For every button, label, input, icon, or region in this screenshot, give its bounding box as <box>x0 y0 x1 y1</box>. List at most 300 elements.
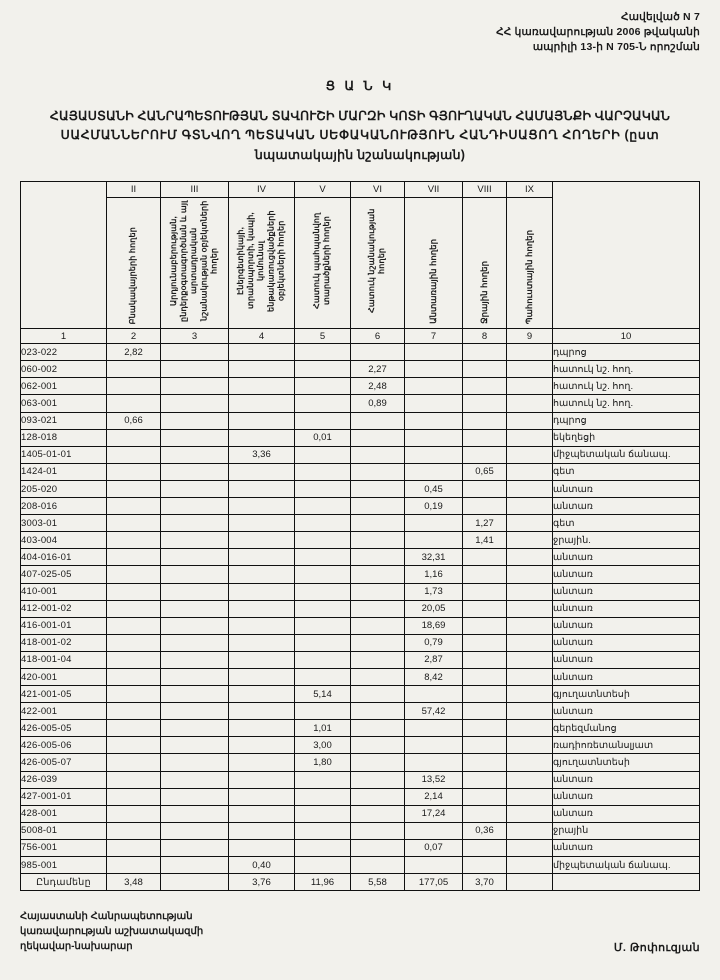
cell-value-col-2 <box>107 600 161 617</box>
cell-value-col-7 <box>405 361 463 378</box>
cell-value-col-2 <box>107 737 161 754</box>
cell-value-col-6 <box>351 634 405 651</box>
signature-block <box>20 909 700 954</box>
cell-value-col-9 <box>507 532 553 549</box>
cell-value-col-2 <box>107 822 161 839</box>
cell-value-col-8 <box>463 703 507 720</box>
cell-value-col-6: 0,89 <box>351 395 405 412</box>
annex-decision: ապրիլի 13-ի N 705-Ն որոշման <box>532 41 700 54</box>
table-row <box>21 686 700 703</box>
col-label-10 <box>553 182 700 329</box>
table-row <box>21 549 700 566</box>
cell-value-col-7: 1,73 <box>405 583 463 600</box>
cell-value-col-2 <box>107 583 161 600</box>
cell-value-col-3 <box>161 703 229 720</box>
cell-note: ջրային <box>553 822 700 839</box>
cell-note: հատուկ նշ. հող. <box>553 395 700 412</box>
cell-value-col-2 <box>107 498 161 515</box>
cell-value-col-5 <box>295 634 351 651</box>
page-title-line-3: նպատակային նշանակության) <box>254 147 466 162</box>
cell-value-col-6 <box>351 412 405 429</box>
cell-value-col-5 <box>295 600 351 617</box>
cell-note: անտառ <box>553 771 700 788</box>
cell-value-col-7 <box>405 446 463 463</box>
cell-parcel-code: 3003-01 <box>21 515 107 532</box>
cell-value-col-4 <box>229 463 295 480</box>
cell-value-col-4 <box>229 754 295 771</box>
cell-value-col-2 <box>107 651 161 668</box>
cell-note: գերեզմանոց <box>553 720 700 737</box>
cell-value-col-9 <box>507 754 553 771</box>
cell-value-col-7 <box>405 720 463 737</box>
cell-note: դպրոց <box>553 412 700 429</box>
cell-value-col-5 <box>295 822 351 839</box>
cell-value-col-5 <box>295 532 351 549</box>
cell-value-col-9 <box>507 395 553 412</box>
cell-value-col-7 <box>405 822 463 839</box>
cell-note: անտառ <box>553 703 700 720</box>
col-header-5: Հատուկ պահպանվող տարածքների հողեր <box>295 198 351 329</box>
cell-value-col-5: 3,00 <box>295 737 351 754</box>
cell-parcel-code: 205-020 <box>21 480 107 497</box>
cell-value-col-2 <box>107 668 161 685</box>
land-categories-table <box>20 181 700 891</box>
cell-value-col-3 <box>161 480 229 497</box>
cell-value-col-6 <box>351 446 405 463</box>
cell-note: գյուղատնտեսի <box>553 754 700 771</box>
cell-value-col-7 <box>405 754 463 771</box>
cell-value-col-3 <box>161 395 229 412</box>
cell-total-col-9 <box>507 874 553 891</box>
cell-value-col-4 <box>229 395 295 412</box>
col-header-8: Ջրային հողեր <box>463 198 507 329</box>
cell-value-col-2 <box>107 857 161 874</box>
cell-value-col-2 <box>107 617 161 634</box>
cell-total-col-4: 3,76 <box>229 874 295 891</box>
cell-parcel-code: 062-001 <box>21 378 107 395</box>
cell-value-col-8 <box>463 686 507 703</box>
cell-parcel-code: 128-018 <box>21 429 107 446</box>
cell-value-col-4 <box>229 771 295 788</box>
cell-parcel-code: 418-001-04 <box>21 651 107 668</box>
cell-value-col-8 <box>463 446 507 463</box>
cell-note: միջպետական ճանապ. <box>553 857 700 874</box>
cell-value-col-7: 2,87 <box>405 651 463 668</box>
cell-value-col-5 <box>295 515 351 532</box>
table-row <box>21 361 700 378</box>
cell-value-col-9 <box>507 668 553 685</box>
cell-value-col-6 <box>351 463 405 480</box>
col-label-1 <box>21 182 107 329</box>
cell-value-col-4 <box>229 651 295 668</box>
cell-value-col-8 <box>463 429 507 446</box>
cell-value-col-5: 5,14 <box>295 686 351 703</box>
cell-value-col-5 <box>295 395 351 412</box>
col-label-9: IX <box>507 182 553 198</box>
cell-value-col-6 <box>351 600 405 617</box>
cell-value-col-9 <box>507 600 553 617</box>
cell-value-col-2 <box>107 463 161 480</box>
col-header-6: Հատուկ նշանակության հողեր <box>351 198 405 329</box>
cell-value-col-3 <box>161 686 229 703</box>
col-label-5: V <box>295 182 351 198</box>
cell-value-col-6 <box>351 737 405 754</box>
cell-value-col-6 <box>351 857 405 874</box>
cell-parcel-code: 403-004 <box>21 532 107 549</box>
cell-value-col-5 <box>295 361 351 378</box>
cell-value-col-4 <box>229 498 295 515</box>
cell-value-col-7: 2,14 <box>405 788 463 805</box>
cell-value-col-9 <box>507 566 553 583</box>
cell-value-col-9 <box>507 686 553 703</box>
cell-value-col-6 <box>351 532 405 549</box>
table-row <box>21 446 700 463</box>
cell-value-col-9 <box>507 703 553 720</box>
cell-value-col-8 <box>463 498 507 515</box>
col-label-8: VIII <box>463 182 507 198</box>
cell-note: անտառ <box>553 617 700 634</box>
cell-value-col-5 <box>295 805 351 822</box>
cell-value-col-5: 1,80 <box>295 754 351 771</box>
cell-value-col-3 <box>161 857 229 874</box>
cell-note: եկեղեցի <box>553 429 700 446</box>
cell-value-col-9 <box>507 617 553 634</box>
cell-value-col-3 <box>161 822 229 839</box>
cell-value-col-4 <box>229 515 295 532</box>
cell-value-col-7: 18,69 <box>405 617 463 634</box>
cell-parcel-code: 1424-01 <box>21 463 107 480</box>
col-header-7: Անտառային հողեր <box>405 198 463 329</box>
cell-value-col-8 <box>463 361 507 378</box>
cell-note: անտառ <box>553 600 700 617</box>
cell-value-col-3 <box>161 668 229 685</box>
cell-note: ջրային. <box>553 532 700 549</box>
cell-value-col-3 <box>161 463 229 480</box>
table-row <box>21 498 700 515</box>
cell-total-col-5: 11,96 <box>295 874 351 891</box>
cell-value-col-8 <box>463 857 507 874</box>
col-number-3: 3 <box>161 329 229 344</box>
annex-header <box>20 10 700 56</box>
cell-value-col-6 <box>351 788 405 805</box>
cell-value-col-8 <box>463 805 507 822</box>
cell-value-col-5 <box>295 566 351 583</box>
col-number-10: 10 <box>553 329 700 344</box>
col-label-3: III <box>161 182 229 198</box>
cell-value-col-7: 57,42 <box>405 703 463 720</box>
cell-note: գյուղատնտեսի <box>553 686 700 703</box>
cell-note: անտառ <box>553 480 700 497</box>
cell-value-col-5 <box>295 771 351 788</box>
cell-value-col-9 <box>507 788 553 805</box>
cell-value-col-8: 1,41 <box>463 532 507 549</box>
cell-value-col-6 <box>351 668 405 685</box>
cell-value-col-4 <box>229 480 295 497</box>
table-row <box>21 839 700 856</box>
cell-value-col-8 <box>463 566 507 583</box>
cell-value-col-8 <box>463 839 507 856</box>
signatory-name: Մ. Թոփուզյան <box>613 942 700 955</box>
cell-value-col-6 <box>351 344 405 361</box>
cell-parcel-code: 060-002 <box>21 361 107 378</box>
cell-value-col-4 <box>229 822 295 839</box>
col-header-4: Էներգետիկայի, տրանսպորտի, կապի, կոմունալ ենթակառուցվածքների օբյեկտների հողեր <box>229 198 295 329</box>
cell-value-col-8 <box>463 344 507 361</box>
cell-value-col-5 <box>295 412 351 429</box>
table-row <box>21 754 700 771</box>
cell-value-col-6 <box>351 720 405 737</box>
cell-note: միջպետական ճանապ. <box>553 446 700 463</box>
cell-value-col-5 <box>295 344 351 361</box>
cell-value-col-8: 0,65 <box>463 463 507 480</box>
cell-parcel-code: 426-005-07 <box>21 754 107 771</box>
cell-value-col-9 <box>507 805 553 822</box>
cell-value-col-9 <box>507 480 553 497</box>
cell-value-col-4 <box>229 805 295 822</box>
table-row <box>21 857 700 874</box>
cell-value-col-6 <box>351 515 405 532</box>
cell-value-col-7 <box>405 412 463 429</box>
cell-value-col-9 <box>507 839 553 856</box>
cell-value-col-5 <box>295 480 351 497</box>
cell-value-col-8 <box>463 668 507 685</box>
cell-value-col-4: 3,36 <box>229 446 295 463</box>
table-row <box>21 634 700 651</box>
cell-value-col-2 <box>107 549 161 566</box>
cell-value-col-9 <box>507 720 553 737</box>
cell-value-col-9 <box>507 857 553 874</box>
cell-value-col-8: 0,36 <box>463 822 507 839</box>
cell-value-col-6 <box>351 429 405 446</box>
cell-value-col-4 <box>229 412 295 429</box>
cell-value-col-4 <box>229 344 295 361</box>
cell-value-col-8 <box>463 634 507 651</box>
cell-parcel-code: 093-021 <box>21 412 107 429</box>
cell-note: հատուկ նշ. հող. <box>553 361 700 378</box>
cell-value-col-5 <box>295 378 351 395</box>
cell-value-col-2 <box>107 361 161 378</box>
cell-value-col-4 <box>229 566 295 583</box>
cell-value-col-7: 17,24 <box>405 805 463 822</box>
cell-value-col-3 <box>161 720 229 737</box>
cell-parcel-code: 426-005-05 <box>21 720 107 737</box>
page-title-line-2: ՍԱՀՄԱՆՆԵՐՈՒՄ ԳՏՆՎՈՂ ՊԵՏԱԿԱՆ ՍԵՓԱԿԱՆՈՒԹՅՈՒՆ ՀԱՆԴԻՍԱՑՈՂ ՀՈՂԵՐԻ (ըստ <box>60 128 660 143</box>
cell-total-col-2: 3,48 <box>107 874 161 891</box>
cell-value-col-8 <box>463 378 507 395</box>
cell-parcel-code: 756-001 <box>21 839 107 856</box>
cell-note: անտառ <box>553 549 700 566</box>
cell-value-col-6 <box>351 822 405 839</box>
cell-value-col-8 <box>463 788 507 805</box>
cell-value-col-8 <box>463 412 507 429</box>
table-row <box>21 771 700 788</box>
cell-value-col-3 <box>161 412 229 429</box>
cell-value-col-2 <box>107 805 161 822</box>
cell-value-col-4 <box>229 361 295 378</box>
cell-value-col-9 <box>507 498 553 515</box>
cell-value-col-2 <box>107 515 161 532</box>
table-row <box>21 600 700 617</box>
table-row <box>21 788 700 805</box>
cell-value-col-2: 0,66 <box>107 412 161 429</box>
cell-value-col-7: 0,79 <box>405 634 463 651</box>
cell-value-col-5 <box>295 617 351 634</box>
cell-value-col-9 <box>507 822 553 839</box>
cell-value-col-3 <box>161 754 229 771</box>
cell-value-col-8 <box>463 651 507 668</box>
cell-value-col-4 <box>229 703 295 720</box>
cell-value-col-4 <box>229 686 295 703</box>
signatory-role-line-3: ղեկավար-նախարար <box>20 941 133 953</box>
cell-value-col-4 <box>229 788 295 805</box>
cell-value-col-6 <box>351 754 405 771</box>
cell-value-col-5 <box>295 583 351 600</box>
cell-note: անտառ <box>553 634 700 651</box>
table-row <box>21 617 700 634</box>
cell-value-col-3 <box>161 446 229 463</box>
cell-parcel-code: 404-016-01 <box>21 549 107 566</box>
signatory-role-line-1: Հայաստանի Հանրապետության <box>20 911 193 923</box>
table-row <box>21 395 700 412</box>
cell-value-col-9 <box>507 344 553 361</box>
cell-value-col-8 <box>463 754 507 771</box>
cell-value-col-7 <box>405 378 463 395</box>
table-row <box>21 566 700 583</box>
cell-value-col-8 <box>463 583 507 600</box>
cell-value-col-6 <box>351 703 405 720</box>
cell-parcel-code: 985-001 <box>21 857 107 874</box>
cell-value-col-9 <box>507 429 553 446</box>
table-row <box>21 429 700 446</box>
table-row <box>21 651 700 668</box>
cell-value-col-5: 0,01 <box>295 429 351 446</box>
cell-parcel-code: 407-025-05 <box>21 566 107 583</box>
cell-value-col-9 <box>507 583 553 600</box>
table-head <box>21 182 700 344</box>
cell-value-col-5 <box>295 498 351 515</box>
cell-value-col-3 <box>161 737 229 754</box>
cell-value-col-4 <box>229 839 295 856</box>
col-number-8: 8 <box>463 329 507 344</box>
cell-parcel-code: 420-001 <box>21 668 107 685</box>
cell-value-col-4 <box>229 378 295 395</box>
col-header-3: Արդյունաբերության, ընդերքօգտագործման և այլ արտադրական նշանակության օբյեկտների հողեր <box>161 198 229 329</box>
cell-value-col-8 <box>463 600 507 617</box>
table-row <box>21 378 700 395</box>
cell-parcel-code: 063-001 <box>21 395 107 412</box>
signatory-role <box>20 909 203 954</box>
table-total-row <box>21 874 700 891</box>
cell-value-col-3 <box>161 839 229 856</box>
cell-value-col-4 <box>229 737 295 754</box>
cell-parcel-code: 428-001 <box>21 805 107 822</box>
cell-parcel-code: 410-001 <box>21 583 107 600</box>
cell-value-col-2: 2,82 <box>107 344 161 361</box>
cell-value-col-6 <box>351 617 405 634</box>
table-roman-row <box>21 182 700 198</box>
cell-value-col-6 <box>351 651 405 668</box>
signatory-role-line-2: կառավարության աշխատակազմի <box>20 926 204 938</box>
cell-value-col-9 <box>507 651 553 668</box>
cell-total-col-7: 177,05 <box>405 874 463 891</box>
cell-value-col-9 <box>507 378 553 395</box>
col-number-9: 9 <box>507 329 553 344</box>
table-row <box>21 344 700 361</box>
col-header-9: Պահուստային հողեր <box>507 198 553 329</box>
cell-value-col-4 <box>229 532 295 549</box>
col-number-7: 7 <box>405 329 463 344</box>
table-column-numbers <box>21 329 700 344</box>
cell-value-col-3 <box>161 515 229 532</box>
cell-value-col-7: 0,45 <box>405 480 463 497</box>
cell-note: դպրոց <box>553 344 700 361</box>
cell-value-col-2 <box>107 395 161 412</box>
cell-value-col-7 <box>405 395 463 412</box>
cell-value-col-3 <box>161 634 229 651</box>
table-row <box>21 805 700 822</box>
cell-value-col-5 <box>295 549 351 566</box>
table-row <box>21 532 700 549</box>
cell-value-col-8 <box>463 737 507 754</box>
page-title <box>20 107 700 166</box>
cell-value-col-8 <box>463 617 507 634</box>
cell-value-col-2 <box>107 754 161 771</box>
cell-value-col-3 <box>161 651 229 668</box>
cell-value-col-3 <box>161 566 229 583</box>
cell-value-col-6 <box>351 583 405 600</box>
cell-note: գետ <box>553 463 700 480</box>
cell-note: անտառ <box>553 651 700 668</box>
cell-value-col-6 <box>351 566 405 583</box>
cell-value-col-8 <box>463 720 507 737</box>
cell-note: անտառ <box>553 788 700 805</box>
cell-value-col-8 <box>463 549 507 566</box>
cell-value-col-3 <box>161 344 229 361</box>
table-row <box>21 703 700 720</box>
cell-value-col-3 <box>161 617 229 634</box>
cell-value-col-2 <box>107 446 161 463</box>
cell-value-col-7: 20,05 <box>405 600 463 617</box>
cell-value-col-2 <box>107 788 161 805</box>
table-row <box>21 720 700 737</box>
table-row <box>21 668 700 685</box>
cell-value-col-7: 32,31 <box>405 549 463 566</box>
cell-value-col-2 <box>107 480 161 497</box>
cell-note: անտառ <box>553 498 700 515</box>
cell-note: անտառ <box>553 805 700 822</box>
cell-parcel-code: 023-022 <box>21 344 107 361</box>
cell-value-col-6 <box>351 839 405 856</box>
cell-parcel-code: 5008-01 <box>21 822 107 839</box>
cell-value-col-4 <box>229 583 295 600</box>
col-label-7: VII <box>405 182 463 198</box>
cell-parcel-code: 208-016 <box>21 498 107 515</box>
cell-value-col-5 <box>295 668 351 685</box>
cell-note: անտառ <box>553 668 700 685</box>
cell-value-col-4 <box>229 429 295 446</box>
cell-value-col-6 <box>351 498 405 515</box>
cell-value-col-7 <box>405 463 463 480</box>
cell-value-col-4 <box>229 600 295 617</box>
cell-parcel-code: 421-001-05 <box>21 686 107 703</box>
cell-value-col-9 <box>507 446 553 463</box>
cell-value-col-5 <box>295 463 351 480</box>
col-label-6: VI <box>351 182 405 198</box>
cell-value-col-9 <box>507 361 553 378</box>
cell-value-col-3 <box>161 788 229 805</box>
annex-number: Հավելված N 7 <box>621 11 700 23</box>
cell-value-col-3 <box>161 498 229 515</box>
